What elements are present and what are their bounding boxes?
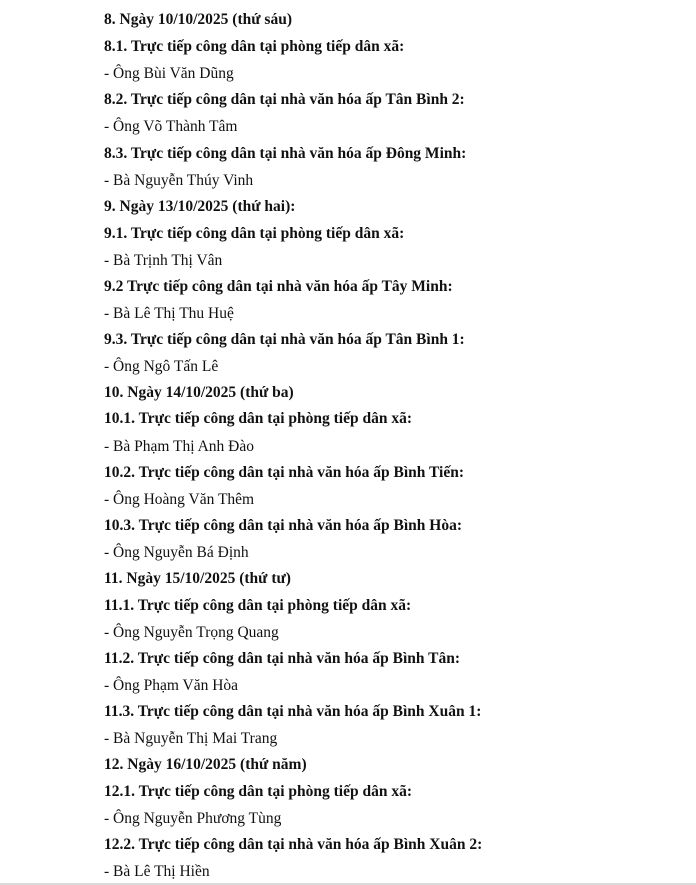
- official-name-9-3: - Ông Ngô Tấn Lê: [104, 358, 219, 375]
- official-name-11-2: - Ông Phạm Văn Hòa: [104, 677, 239, 694]
- official-name-8-1: - Ông Bùi Văn Dũng: [104, 65, 234, 82]
- session-heading-10-1: 10.1. Trực tiếp công dân tại phòng tiếp dân xã:: [104, 410, 413, 427]
- official-name-11-1: - Ông Nguyễn Trọng Quang: [104, 624, 279, 641]
- official-name-11-3: - Bà Nguyễn Thị Mai Trang: [104, 730, 278, 747]
- official-name-10-1: - Bà Phạm Thị Anh Đào: [104, 438, 254, 455]
- session-heading-12-1: 12.1. Trực tiếp công dân tại phòng tiếp dân xã:: [104, 783, 413, 800]
- day-heading-10: 10. Ngày 14/10/2025 (thứ ba): [104, 384, 294, 401]
- official-name-12-1: - Ông Nguyễn Phương Tùng: [104, 810, 282, 827]
- session-heading-12-2: 12.2. Trực tiếp công dân tại nhà văn hóa ấp Bình Xuân 2:: [104, 836, 483, 853]
- session-heading-10-2: 10.2. Trực tiếp công dân tại nhà văn hóa ấp Bình Tiến:: [104, 464, 465, 481]
- official-name-8-3: - Bà Nguyễn Thúy Vinh: [104, 172, 254, 189]
- session-heading-9-3: 9.3. Trực tiếp công dân tại nhà văn hóa ấp Tân Bình 1:: [104, 331, 465, 348]
- official-name-10-2: - Ông Hoàng Văn Thêm: [104, 491, 255, 508]
- session-heading-8-3: 8.3. Trực tiếp công dân tại nhà văn hóa ấp Đông Minh:: [104, 145, 467, 162]
- official-name-9-1: - Bà Trịnh Thị Vân: [104, 252, 223, 269]
- session-heading-11-2: 11.2. Trực tiếp công dân tại nhà văn hóa ấp Bình Tân:: [104, 650, 460, 667]
- day-heading-12: 12. Ngày 16/10/2025 (thứ năm): [104, 756, 307, 773]
- session-heading-8-1: 8.1. Trực tiếp công dân tại phòng tiếp dân xã:: [104, 38, 405, 55]
- day-heading-11: 11. Ngày 15/10/2025 (thứ tư): [104, 570, 291, 587]
- official-name-12-2: - Bà Lê Thị Hiền: [104, 863, 210, 880]
- session-heading-11-1: 11.1. Trực tiếp công dân tại phòng tiếp dân xã:: [104, 597, 412, 614]
- session-heading-9-2: 9.2 Trực tiếp công dân tại nhà văn hóa ấp Tây Minh:: [104, 278, 453, 295]
- session-heading-8-2: 8.2. Trực tiếp công dân tại nhà văn hóa ấp Tân Bình 2:: [104, 91, 465, 108]
- day-heading-9: 9. Ngày 13/10/2025 (thứ hai):: [104, 198, 296, 215]
- session-heading-10-3: 10.3. Trực tiếp công dân tại nhà văn hóa ấp Bình Hòa:: [104, 517, 462, 534]
- session-heading-9-1: 9.1. Trực tiếp công dân tại phòng tiếp dân xã:: [104, 225, 405, 242]
- official-name-9-2: - Bà Lê Thị Thu Huệ: [104, 305, 234, 322]
- official-name-10-3: - Ông Nguyễn Bá Định: [104, 544, 249, 561]
- day-heading-8: 8. Ngày 10/10/2025 (thứ sáu): [104, 11, 292, 28]
- official-name-8-2: - Ông Võ Thành Tâm: [104, 118, 238, 135]
- session-heading-11-3: 11.3. Trực tiếp công dân tại nhà văn hóa ấp Bình Xuân 1:: [104, 703, 482, 720]
